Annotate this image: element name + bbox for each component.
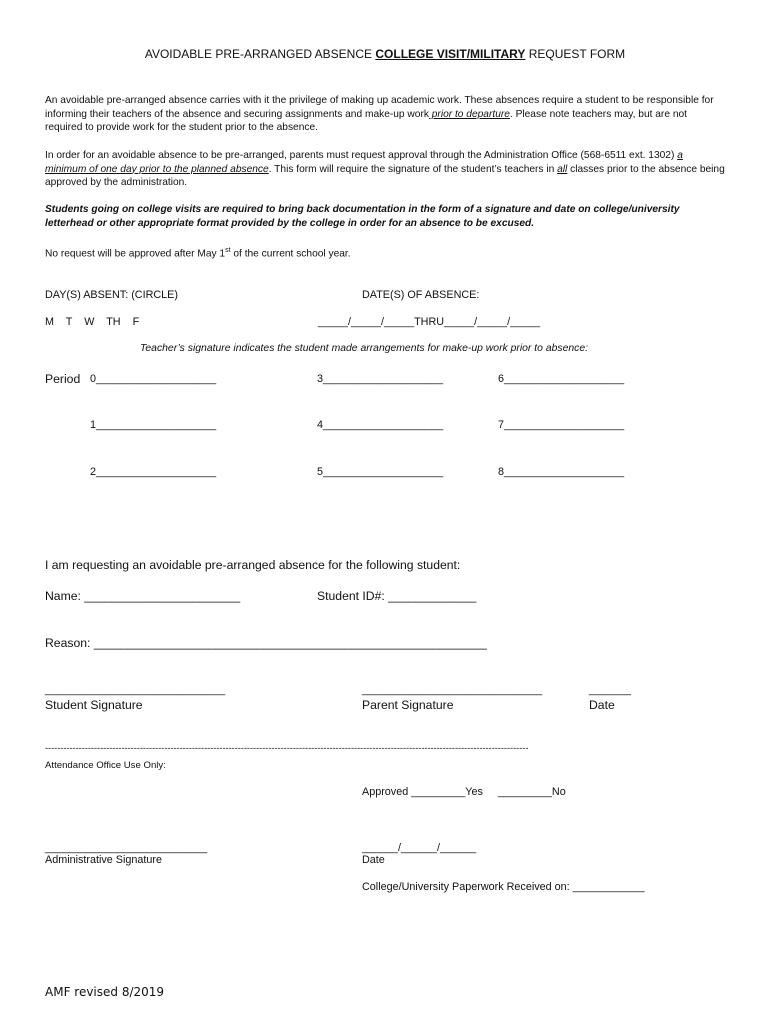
dates-absence-label: DATE(S) OF ABSENCE: xyxy=(362,289,480,301)
days-options[interactable]: M T W TH F xyxy=(45,316,140,328)
parent-signature-line[interactable]: ______________________________ xyxy=(362,684,543,696)
date-label: Date xyxy=(589,698,615,712)
date-signature-line[interactable]: _______ xyxy=(589,684,632,696)
deadline-text: No request will be approved after May 1 xyxy=(45,248,226,260)
paperwork-received-field[interactable]: College/University Paperwork Received on: ____________ xyxy=(362,881,645,893)
office-divider: -------------------------------------------------------------------------------------------------------------------------------------------------------------- xyxy=(45,743,529,753)
period-label: Period xyxy=(45,372,81,386)
revision-footer: AMF revised 8/2019 xyxy=(45,985,165,999)
dates-blank[interactable]: _____/_____/_____THRU_____/_____/_____ xyxy=(318,316,541,328)
admin-signature-line[interactable]: ___________________________ xyxy=(45,842,208,854)
approved-field[interactable]: Approved _________Yes _________No xyxy=(362,786,566,798)
title-emphasis: COLLEGE VISIT/MILITARY xyxy=(375,47,526,61)
office-use-label: Attendance Office Use Only: xyxy=(45,760,166,771)
student-signature-line[interactable]: ______________________________ xyxy=(45,684,226,696)
policy-text-end: classes prior to the absence being approved by the administration. xyxy=(45,163,725,189)
period-7-line[interactable]: 7____________________ xyxy=(498,419,625,431)
student-signature-label: Student Signature xyxy=(45,698,143,712)
admin-date-blank[interactable]: ______/______/______ xyxy=(362,842,477,854)
title-suffix: REQUEST FORM xyxy=(525,47,626,61)
policy-text-mid: . This form will require the signature of the student’s teachers in xyxy=(268,163,558,175)
intro-text-end: . Please note teachers may, but are not required to provide work for the student prior to the absence. xyxy=(45,108,687,134)
days-absent-label: DAY(S) ABSENT: (CIRCLE) xyxy=(45,289,178,301)
policy-text: In order for an avoidable absence to be pre-arranged, parents must request approval through the Administration Office (568-6511 ext. 1302) xyxy=(45,150,678,161)
request-statement: I am requesting an avoidable pre-arranged absence for the following student: xyxy=(45,558,461,572)
deadline-sup: st xyxy=(225,247,231,254)
period-2-line[interactable]: 2____________________ xyxy=(90,466,217,478)
policy-emphasis: a minimum of one day prior to the planned absence xyxy=(45,150,683,175)
period-8-line[interactable]: 8____________________ xyxy=(498,466,625,478)
policy-all: all xyxy=(557,163,568,175)
period-6-line[interactable]: 6____________________ xyxy=(498,373,625,385)
parent-signature-label: Parent Signature xyxy=(362,698,454,712)
period-4-line[interactable]: 4____________________ xyxy=(317,419,444,431)
period-3-line[interactable]: 3____________________ xyxy=(317,373,444,385)
deadline-note xyxy=(45,244,725,261)
policy-paragraph xyxy=(45,149,725,190)
intro-emphasis: prior to departure xyxy=(428,108,510,120)
intro-text: An avoidable pre-arranged absence carries with it the privilege of making up academic work. These absences require a student to be responsible for informing their teachers of the absence and securing assignments and make-up work xyxy=(45,95,714,120)
college-visit-note: Students going on college visits are required to bring back documentation in the form of a signature and date on college/university letterhead or other appropriate format provided by the college in order for an absence to be excused. xyxy=(45,204,680,229)
admin-signature-label: Administrative Signature xyxy=(45,854,163,866)
student-id-field[interactable]: Student ID#: _____________ xyxy=(317,589,477,603)
deadline-text-end: of the current school year. xyxy=(230,248,351,260)
teacher-note: Teacher’s signature indicates the student made arrangements for make-up work prior to absence: xyxy=(140,343,589,354)
intro-paragraph xyxy=(45,94,725,135)
period-1-line[interactable]: 1____________________ xyxy=(90,419,217,431)
form-title xyxy=(0,47,770,61)
period-0-line[interactable]: 0____________________ xyxy=(90,373,217,385)
title-prefix: AVOIDABLE PRE-ARRANGED ABSENCE xyxy=(144,47,376,61)
admin-date-label: Date xyxy=(362,854,385,866)
period-5-line[interactable]: 5____________________ xyxy=(317,466,444,478)
name-field[interactable]: Name: _______________________ xyxy=(45,589,241,603)
reason-field[interactable]: Reason: __________________________________________________________ xyxy=(45,636,487,650)
